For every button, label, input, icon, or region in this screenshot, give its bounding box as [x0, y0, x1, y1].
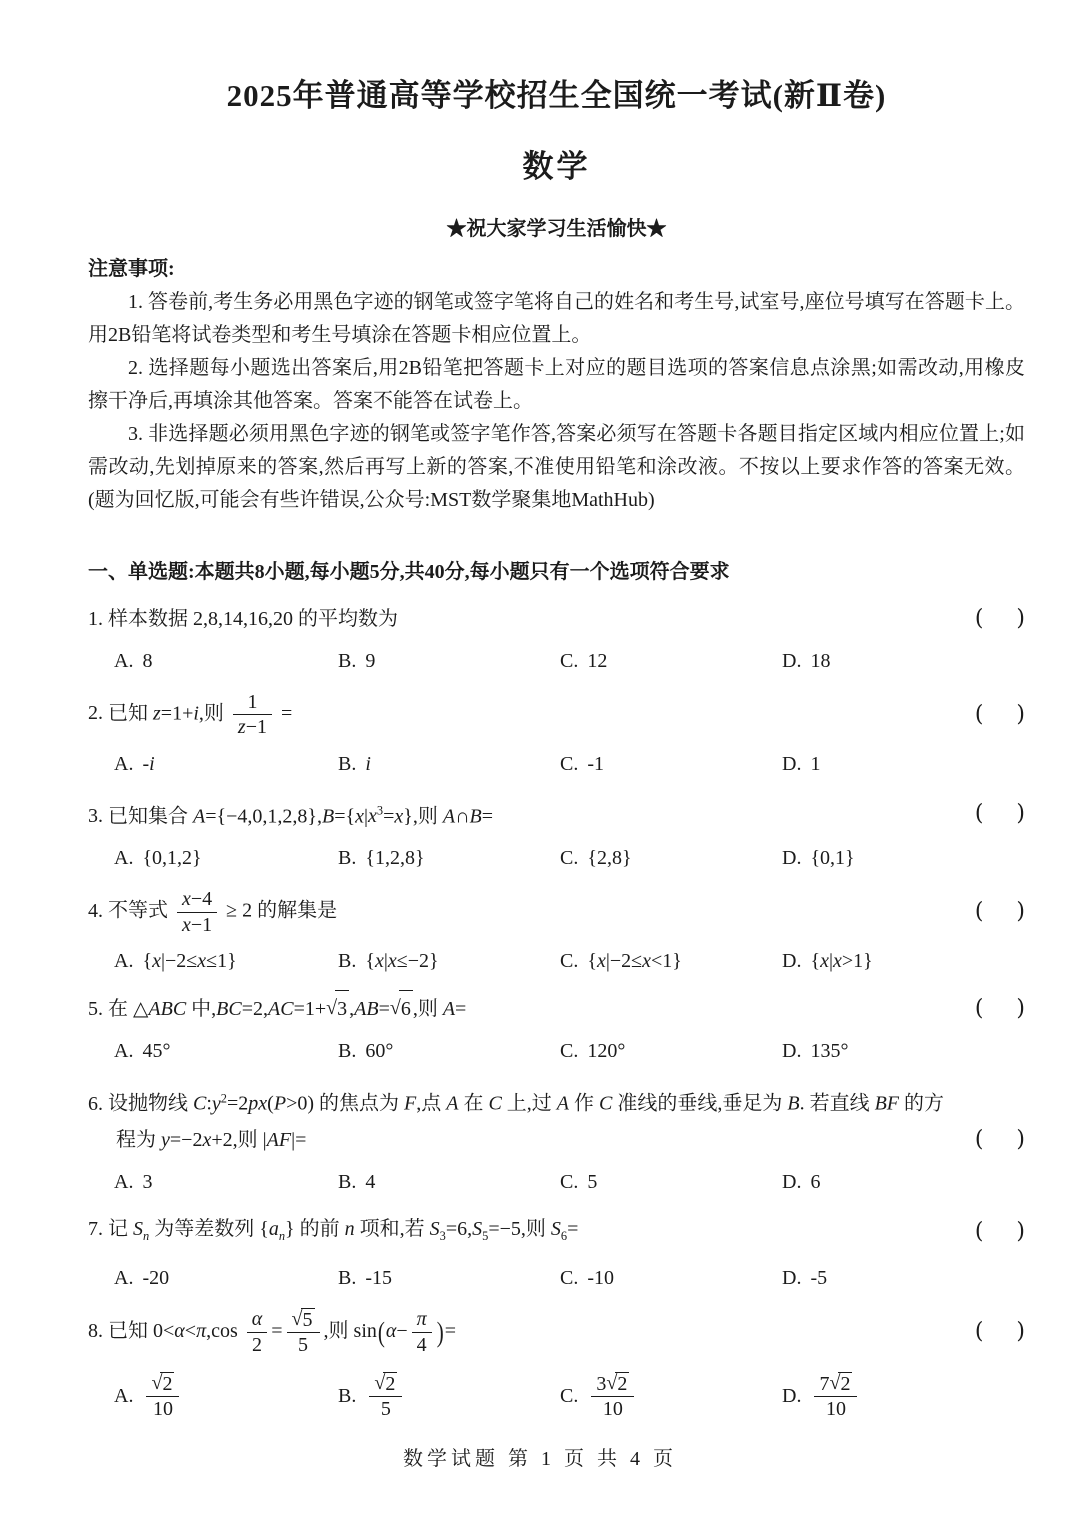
option-content: $\frac{√2}{5}$ [365, 1371, 406, 1422]
option-content: 1 [810, 752, 821, 775]
option-cell [782, 1371, 1025, 1422]
question-stem-line: 2. 已知 z=1+i,则 $\frac{1}{z-1}$ = ( ) [88, 691, 1025, 739]
option-label: D. [782, 650, 802, 672]
option-label: A. [114, 950, 134, 973]
question-stem-line: 1. 样本数据 2,8,14,16,20 的平均数为 ( ) [88, 601, 1025, 637]
answer-bracket: ( ) [974, 995, 1025, 1021]
notice-heading: 注意事项: [88, 258, 175, 280]
question-stem-line: 5. 在 △ABC 中,BC=2,AC=1+√3 ,AB=√6 ,则 A= ( ) [88, 990, 1025, 1027]
option-label: D. [782, 1170, 802, 1193]
option-cell [782, 753, 1025, 776]
option-label: D. [782, 752, 802, 775]
option-cell [560, 753, 782, 776]
option-label: B. [338, 1266, 357, 1289]
option-row [88, 753, 1025, 776]
question-8 [88, 1307, 1025, 1422]
option-label: B. [338, 1170, 357, 1193]
option-row [88, 1171, 1025, 1194]
option-content: 8 [142, 650, 153, 672]
question-number: 8. [88, 1319, 103, 1342]
answer-bracket: ( ) [974, 701, 1025, 727]
option-content: $\frac{7√2}{10}$ [810, 1371, 861, 1422]
option-cell [338, 950, 560, 973]
option-label: A. [114, 1384, 134, 1407]
notice-section [88, 253, 1025, 517]
option-label: A. [114, 650, 134, 672]
option-content: 3 [142, 1170, 153, 1193]
question-number: 3. [88, 805, 103, 828]
option-label: C. [560, 950, 579, 973]
option-label: B. [338, 1040, 357, 1063]
option-content: -20 [142, 1266, 170, 1289]
option-cell [782, 1040, 1025, 1063]
option-row [88, 650, 1025, 673]
answer-bracket: ( ) [974, 1219, 1025, 1245]
option-cell [560, 950, 782, 973]
option-cell [338, 1040, 560, 1063]
option-label: D. [782, 1040, 802, 1063]
option-cell [114, 650, 338, 673]
option-label: C. [560, 752, 579, 775]
section1-heading: 一、单选题:本题共8小题,每小题5分,共40分,每小题只有一个选项符合要求 [88, 561, 730, 583]
option-label: B. [338, 847, 357, 870]
option-cell [338, 847, 560, 870]
option-cell [338, 753, 560, 776]
exam-subject: 数学 [522, 149, 591, 184]
option-cell [560, 1267, 782, 1290]
option-content: 120° [587, 1040, 626, 1063]
question-number: 6. [88, 1092, 103, 1115]
option-content: {0,1} [810, 847, 855, 870]
option-content: {x|x>1} [810, 950, 873, 973]
option-cell [338, 1371, 560, 1422]
option-label: C. [560, 847, 579, 870]
question-number: 5. [88, 998, 103, 1021]
option-label: D. [782, 1266, 802, 1289]
option-content: $\frac{3√2}{10}$ [587, 1371, 638, 1422]
question-1 [88, 601, 1025, 673]
option-label: D. [782, 950, 802, 973]
option-content: {x|−2≤x<1} [587, 950, 682, 973]
option-content: 135° [810, 1040, 849, 1063]
option-label: D. [782, 847, 802, 870]
option-content: i [365, 752, 371, 775]
question-7 [88, 1211, 1025, 1290]
option-content: {0,1,2} [142, 847, 202, 870]
option-label: A. [114, 1170, 134, 1193]
option-cell [338, 1267, 560, 1290]
answer-bracket: ( ) [974, 800, 1025, 826]
option-cell [114, 847, 338, 870]
option-cell [782, 650, 1025, 673]
option-cell [560, 1371, 782, 1422]
option-label: B. [338, 1384, 357, 1407]
option-cell [560, 1171, 782, 1194]
option-row [88, 1267, 1025, 1290]
question-4 [88, 887, 1025, 973]
question-stem-line: 4. 不等式 $\frac{x-4}{x-1}$ ≥ 2 的解集是 ( ) [88, 888, 1025, 936]
option-cell [114, 753, 338, 776]
greeting-line: ★祝大家学习生活愉快★ [446, 218, 667, 240]
option-cell [782, 1267, 1025, 1290]
option-label: A. [114, 847, 134, 870]
answer-bracket: ( ) [974, 899, 1025, 925]
question-number: 2. [88, 702, 103, 725]
answer-bracket: ( ) [974, 1126, 1025, 1152]
option-row [88, 847, 1025, 870]
option-label: A. [114, 1266, 134, 1289]
option-content: $\frac{√2}{10}$ [142, 1371, 183, 1422]
option-cell [114, 1171, 338, 1194]
option-label: D. [782, 1384, 802, 1407]
option-label: C. [560, 1384, 579, 1407]
page-footer: 数学试题 第 1 页 共 4 页 [403, 1448, 677, 1470]
option-label: C. [560, 1266, 579, 1289]
notice-item-1: 1. 答卷前,考生务必用黑色字迹的钢笔或签字笔将自己的姓名和考生号,试室号,座位号填写在答题卡上。用2B铅笔将试卷类型和考生号填涂在答题卡相应位置上。 [88, 291, 1025, 346]
option-cell [338, 1171, 560, 1194]
option-content: -10 [587, 1266, 615, 1289]
option-label: C. [560, 1170, 579, 1193]
option-row [88, 1040, 1025, 1063]
option-content: -i [142, 752, 155, 775]
option-cell [782, 950, 1025, 973]
option-cell [560, 650, 782, 673]
question-number: 7. [88, 1217, 103, 1240]
option-cell [114, 1267, 338, 1290]
option-label: B. [338, 752, 357, 775]
option-label: B. [338, 650, 357, 672]
option-content: 12 [587, 650, 608, 672]
question-number: 1. [88, 608, 103, 630]
notice-item-2: 2. 选择题每小题选出答案后,用2B铅笔把答题卡上对应的题目选项的答案信息点涂黑;如需改动,用橡皮擦干净后,再填涂其他答案。答案不能答在试卷上。 [88, 357, 1025, 412]
option-content: 60° [365, 1040, 394, 1063]
question-5 [88, 990, 1025, 1063]
option-label: A. [114, 752, 134, 775]
exam-title: 2025年普通高等学校招生全国统一考试(新Ⅱ卷) [226, 78, 887, 113]
question-number: 4. [88, 899, 103, 922]
option-row [88, 950, 1025, 973]
option-cell [560, 847, 782, 870]
option-cell [114, 1371, 338, 1422]
question-stem-line: 8. 已知 0<α<π,cos $\frac{\alpha}{2}$ = $\frac{√5}{5}$ ,则 sin(α− $\frac{\pi}{4}$ )= ( ) [88, 1307, 1025, 1357]
option-content: {1,2,8} [365, 847, 425, 870]
option-content: -5 [810, 1266, 828, 1289]
option-row [88, 1371, 1025, 1422]
question-stem-line: 6. 设抛物线 $C:y^2=2px(P>0)$ 的焦点为 F,点 A 在 C 上,过 A 作 C 准线的垂线,垂足为 B. 若直线 BF 的方 [88, 1080, 1025, 1122]
option-content: 18 [810, 650, 831, 672]
question-stem-line: 程为 y=−2x+2,则 |AF|= ( ) [88, 1122, 1025, 1158]
question-2 [88, 690, 1025, 776]
option-label: B. [338, 950, 357, 973]
option-cell [782, 847, 1025, 870]
option-content: 4 [365, 1170, 376, 1193]
option-content: 5 [587, 1170, 598, 1193]
question-stem-line: 3. 已知集合 $A=\{-4,0,1,2,8\},B=\{x|x^3=x\}$,则 A∩B= ( ) [88, 793, 1025, 835]
option-cell [114, 950, 338, 973]
option-content: 9 [365, 650, 376, 672]
option-cell [338, 650, 560, 673]
option-content: 45° [142, 1040, 171, 1063]
question-3 [88, 793, 1025, 871]
question-stem-line: 7. 记 $S_n$ 为等差数列 $\{a_n\}$ 的前 n 项和,若 $S_3=6,S_5=-5$,则 $S_6=$ ( ) [88, 1211, 1025, 1254]
question-list [88, 601, 1025, 1421]
answer-bracket: ( ) [974, 606, 1025, 631]
option-label: C. [560, 1040, 579, 1063]
option-cell [114, 1040, 338, 1063]
option-content: {x|x≤−2} [365, 950, 439, 973]
option-cell [782, 1171, 1025, 1194]
answer-bracket: ( ) [974, 1319, 1025, 1345]
option-content: 6 [810, 1170, 821, 1193]
option-content: -1 [587, 752, 605, 775]
option-content: -15 [365, 1266, 393, 1289]
notice-item-3: 3. 非选择题必须用黑色字迹的钢笔或签字笔作答,答案必须写在答题卡各题目指定区域内相应位置上;如需改动,先划掉原来的答案,然后再写上新的答案,不准使用铅笔和涂改液。不按以上要求作答的答案无效。(题为回忆版,可能会有些许错误,公众号:MST数学聚集地MathHub) [88, 423, 1025, 511]
option-label: A. [114, 1040, 134, 1063]
question-6 [88, 1080, 1025, 1194]
option-cell [560, 1040, 782, 1063]
option-content: {x|−2≤x≤1} [142, 950, 237, 973]
option-label: C. [560, 650, 579, 672]
option-content: {2,8} [587, 847, 632, 870]
